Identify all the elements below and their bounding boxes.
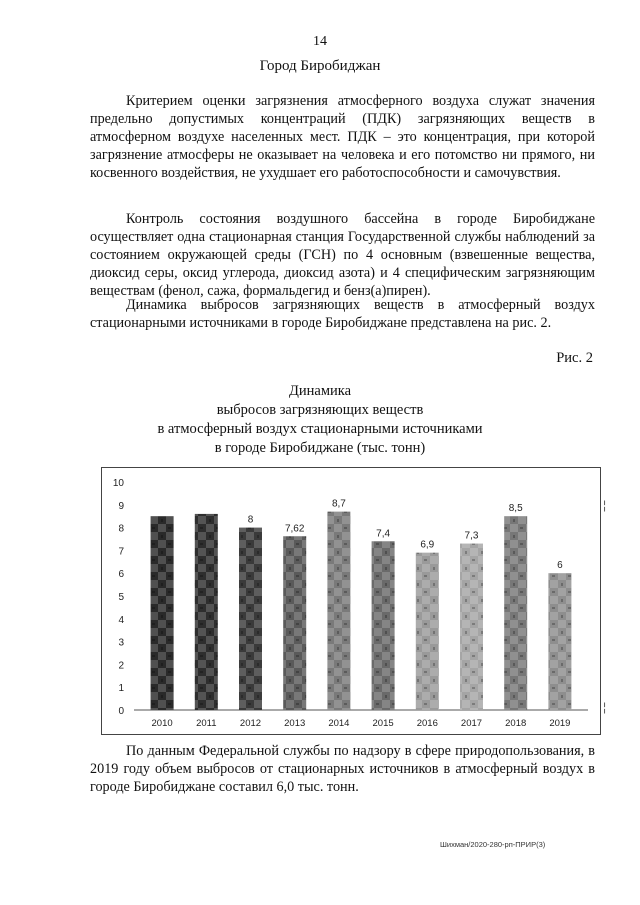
chart-bar-texture	[239, 528, 262, 710]
x-tick-label: 2018	[505, 718, 527, 729]
paragraph-dynamics	[90, 296, 595, 332]
scan-mark: ¦	[603, 498, 607, 512]
chart-title-line: в атмосферный воздух стационарными источниками	[157, 421, 483, 437]
chart-bar-texture	[504, 516, 527, 710]
paragraph-dynamics-text: Динамика выбросов загрязняющих веществ в атмосферный воздух стационарными источниками в городе Биробиджане представлена на рис. 2.	[90, 297, 595, 331]
x-tick-label: 2012	[239, 718, 262, 729]
y-tick-label: 3	[118, 637, 124, 649]
bar-data-label: 8	[247, 514, 254, 526]
chart-bar-texture	[327, 512, 350, 710]
y-tick-label: 5	[118, 592, 124, 603]
bar-data-label: 8,7	[331, 498, 346, 510]
chart-title-line: Динамика	[288, 383, 352, 399]
y-tick-label: 0	[118, 706, 124, 717]
chart-bar-texture	[460, 544, 483, 710]
chart-bar-texture	[372, 541, 395, 710]
scan-mark: ¦	[603, 700, 607, 714]
paragraph-criteria-text: Критерием оценки загрязнения атмосферного воздуха служат значения предельно допустимых концентраций (ПДК) загрязняющих веществ в атмосферном воздухе населенных мест. ПДК – это концентрация, при которой загрязнение атмосферы не оказывает на человека и его потомство ни прямого, ни косвенного воздействия, не ухудшает его работоспособности и самочувствия.	[90, 93, 595, 181]
section-title: Город Биробиджан	[259, 58, 381, 74]
y-tick-label: 7	[118, 546, 124, 558]
bar-data-label: 6	[557, 560, 563, 572]
emissions-bar-chart	[102, 468, 600, 734]
x-tick-label: 2019	[549, 718, 571, 729]
bar-data-label: 7,4	[376, 528, 391, 540]
chart-title	[0, 382, 640, 458]
x-tick-label: 2016	[416, 718, 438, 729]
y-tick-label: 9	[118, 500, 124, 512]
x-tick-label: 2011	[196, 718, 217, 729]
y-tick-label: 1	[118, 683, 124, 695]
paragraph-criteria	[90, 92, 595, 182]
figure-label: Рис. 2	[556, 350, 593, 366]
chart-frame	[101, 467, 601, 735]
bar-data-label: 7,3	[464, 530, 479, 542]
paragraph-monitoring	[90, 210, 595, 300]
document-footer-code: Шихман/2020-280-рп-ПРИР(3)	[440, 840, 546, 849]
chart-bar-texture	[151, 516, 174, 710]
x-tick-label: 2010	[151, 718, 173, 729]
x-tick-label: 2013	[284, 718, 306, 729]
bar-data-label: 6,9	[420, 539, 435, 551]
chart-title-line: выбросов загрязняющих веществ	[216, 402, 424, 418]
page-number: 14	[313, 34, 327, 49]
y-tick-label: 4	[118, 614, 124, 626]
bar-data-label: 7,62	[284, 523, 305, 535]
paragraph-monitoring-text: Контроль состояния воздушного бассейна в городе Биробиджане осуществляет одна стационарная станция Государственной службы наблюдений за состоянием окружающей среды (ГСН) по 4 основным (взвешенные вещества, диоксид серы, оксид углерода, диоксид азота) и 4 специфическим загрязняющим веществам (фенол, сажа, формальдегид и бенз(а)пирен).	[90, 211, 595, 299]
chart-bar-texture	[283, 536, 306, 710]
y-tick-label: 2	[118, 660, 124, 672]
y-tick-label: 6	[118, 569, 124, 581]
chart-bar-texture	[548, 573, 571, 710]
chart-title-line: в городе Биробиджане (тыс. тонн)	[214, 440, 426, 456]
x-tick-label: 2015	[372, 718, 394, 729]
x-tick-label: 2017	[460, 718, 483, 729]
bar-data-label: 8,5	[508, 503, 523, 515]
chart-bar-texture	[416, 553, 439, 710]
chart-bar-texture	[195, 514, 218, 710]
y-tick-label: 8	[118, 523, 124, 535]
paragraph-conclusion	[90, 742, 595, 796]
x-tick-label: 2014	[328, 718, 350, 729]
y-tick-label: 10	[112, 478, 124, 489]
paragraph-conclusion-text: По данным Федеральной службы по надзору в сфере природопользования, в 2019 году объем выбросов от стационарных источников в атмосферный воздух в городе Биробиджане составил 6,0 тыс. тонн.	[90, 743, 595, 795]
